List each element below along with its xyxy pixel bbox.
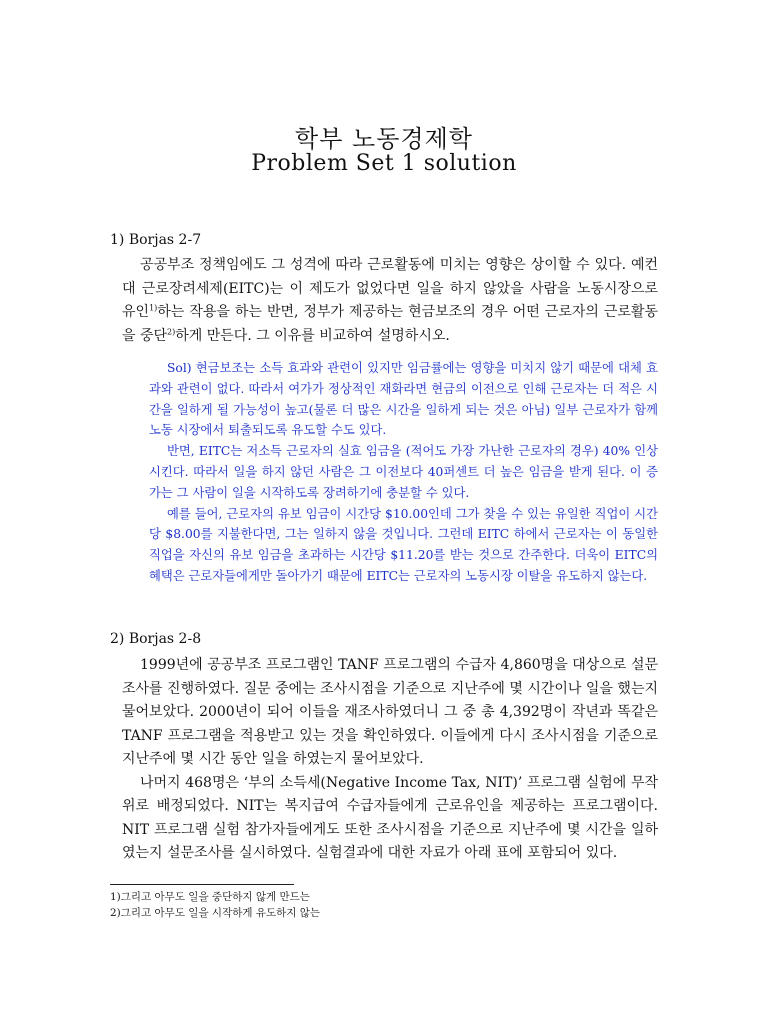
footnotes <box>110 890 510 921</box>
page-title: 학부 노동경제학 <box>295 125 473 153</box>
footnote-1: 1)그리고 아무도 일을 중단하지 않게 만드는 <box>110 891 310 903</box>
solution-1-paragraph-1: Sol) 현금보조는 소득 효과와 관련이 있지만 임금률에는 영향을 미치지 않기 때문에 대체 효과와 관련이 없다. 따라서 여가가 정상적인 재화라면 현금의 이전으로 인해 근로자는 더 적은 시간을 일하게 될 가능성이 높고(물론 더 많은 시간을 일하게 되는 것은 아님) 일부 근로자가 함께 노동 시장에서 퇴출되도록 유도할 수도 있다. <box>149 361 658 438</box>
question-2-paragraph-1: 1999년에 공공부조 프로그램인 TANF 프로그램의 수급자 4,860명을 대상으로 설문조사를 진행하였다. 질문 중에는 조사시점을 기준으로 지난주에 몇 시간이나 일을 했는지 물어보았다. 2000년이 되어 이들을 재조사하였더니 그 중 총 4,392명이 작년과 똑같은 TANF 프로그램을 적용받고 있는 것을 확인하였다. 이들에게 다시 조사시점을 기준으로 지난주에 몇 시간 동안 일을 하였는지 물어보았다. <box>122 657 658 767</box>
question-1-text <box>122 254 658 348</box>
footnote-ref-2: 2) <box>167 326 176 336</box>
question-1-text-part-c: 하게 만든다. 그 이유를 비교하여 설명하시오. <box>175 327 450 344</box>
footnote-divider <box>110 884 294 885</box>
question-2-text <box>122 654 658 866</box>
solution-1 <box>149 358 658 587</box>
footnote-2: 2)그리고 아무도 일을 시작하게 유도하지 않는 <box>110 906 321 919</box>
question-2-paragraph-2: 나머지 468명은 ‘부의 소득세(Negative Income Tax, NIT)’ 프로그램 실험에 무작위로 배정되었다. NIT는 복지급여 수급자들에게 근로유인을 제공하는 프로그램이다. NIT 프로그램 실험 참가자들에게도 또한 조사시점을 기준으로 지난주에 몇 시간을 일하였는지 설문조사를 실시하였다. 실험결과에 대한 자료가 아래 표에 포함되어 있다. <box>122 774 658 861</box>
question-1-text-part-b: 하는 작용을 하는 반면, 정부가 제공하는 현금보조의 경우 어떤 근로자의 근로활동을 중단 <box>122 304 658 344</box>
question-2-heading: 2) Borjas 2-8 <box>110 631 202 647</box>
solution-1-paragraph-2: 반면, EITC는 저소득 근로자의 실효 임금을 (적어도 가장 가난한 근로자의 경우) 40% 인상시킨다. 따라서 일을 하지 않던 사람은 그 이전보다 40퍼센트 더 높은 임금을 받게 된다. 이 증가는 그 사람이 일을 시작하도록 장려하기에 충분할 수 있다. <box>149 444 658 500</box>
page-subtitle: Problem Set 1 solution <box>251 151 517 176</box>
solution-1-paragraph-3: 예를 들어, 근로자의 유보 임금이 시간당 $10.00인데 그가 찾을 수 있는 유일한 직업이 시간당 $8.00를 지불한다면, 그는 일하지 않을 것입니다. 그런데 EITC 하에서 근로자는 이 동일한 직업을 자신의 유보 임금을 초과하는 시간당 $11.20를 받는 것으로 간주한다. 더욱이 EITC의 혜택은 근로자들에게만 돌아가기 때문에 EITC는 근로자의 노동시장 이탈을 유도하지 않는다. <box>149 506 658 583</box>
question-1-heading: 1) Borjas 2-7 <box>110 232 202 248</box>
footnote-ref-1: 1) <box>149 303 158 313</box>
question-1-text-part-a: 공공부조 정책임에도 그 성격에 따라 근로활동에 미치는 영향은 상이할 수 있다. 예컨대 근로장려세제(EITC)는 이 제도가 없었다면 일을 하지 않았을 사람을 노동시장으로 유인 <box>122 257 658 320</box>
